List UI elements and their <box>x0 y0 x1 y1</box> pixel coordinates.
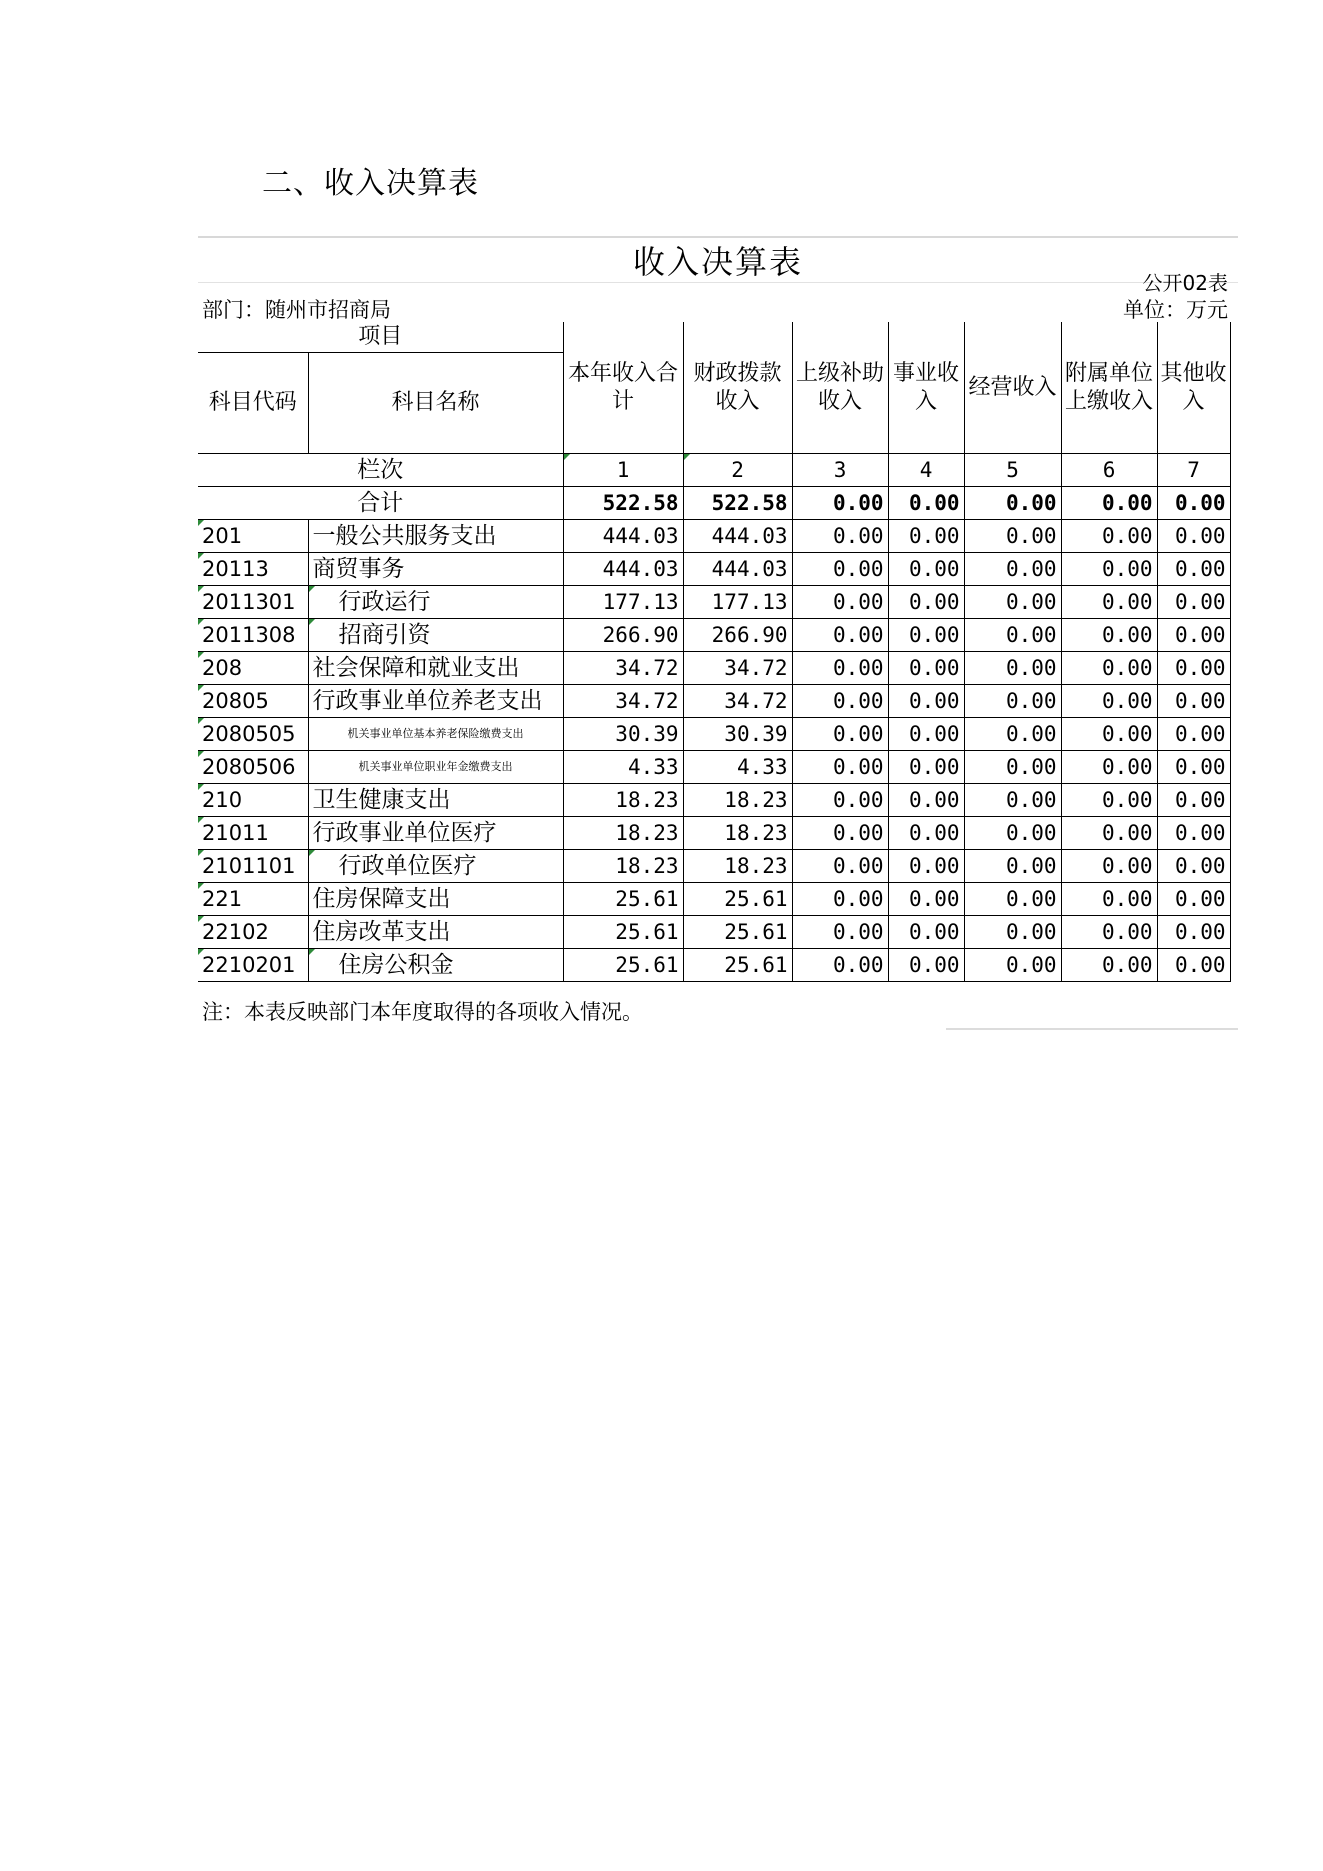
row-value: 0.00 <box>1061 916 1157 949</box>
row-value: 0.00 <box>792 520 888 553</box>
row-value: 4.33 <box>683 751 792 784</box>
row-value: 0.00 <box>1061 652 1157 685</box>
row-value: 0.00 <box>792 586 888 619</box>
row-value: 0.00 <box>792 652 888 685</box>
row-value: 0.00 <box>1157 883 1230 916</box>
row-name: 卫生健康支出 <box>308 784 563 817</box>
row-value: 30.39 <box>563 718 683 751</box>
seq-cell: 4 <box>888 454 964 487</box>
row-value: 18.23 <box>683 850 792 883</box>
row-value: 0.00 <box>964 553 1061 586</box>
row-value: 34.72 <box>563 652 683 685</box>
row-value: 0.00 <box>964 685 1061 718</box>
row-value: 30.39 <box>683 718 792 751</box>
row-code: 2101101 <box>198 850 308 883</box>
row-code: 22102 <box>198 916 308 949</box>
total-cell: 0.00 <box>1157 487 1230 520</box>
row-code: 208 <box>198 652 308 685</box>
row-value: 0.00 <box>792 916 888 949</box>
seq-label: 栏次 <box>198 454 563 487</box>
row-value: 0.00 <box>1157 751 1230 784</box>
row-value: 0.00 <box>1157 850 1230 883</box>
row-value: 0.00 <box>964 520 1061 553</box>
sheet-title: 收入决算表 <box>632 243 803 281</box>
table-row <box>198 817 1230 850</box>
total-label: 合计 <box>198 487 563 520</box>
row-code: 2080505 <box>198 718 308 751</box>
row-value: 18.23 <box>563 784 683 817</box>
row-value: 0.00 <box>1157 784 1230 817</box>
total-cell: 0.00 <box>964 487 1061 520</box>
row-value: 0.00 <box>1061 586 1157 619</box>
row-name: 住房改革支出 <box>308 916 563 949</box>
row-value: 0.00 <box>964 949 1061 982</box>
row-value: 0.00 <box>888 619 964 652</box>
row-value: 0.00 <box>1061 685 1157 718</box>
row-value: 0.00 <box>888 817 964 850</box>
row-value: 0.00 <box>888 586 964 619</box>
row-value: 0.00 <box>888 520 964 553</box>
row-value: 18.23 <box>683 784 792 817</box>
row-value: 0.00 <box>1061 883 1157 916</box>
row-value: 0.00 <box>1157 619 1230 652</box>
row-value: 18.23 <box>563 850 683 883</box>
row-value: 0.00 <box>1157 718 1230 751</box>
row-name: 行政事业单位医疗 <box>308 817 563 850</box>
table-row <box>198 949 1230 982</box>
header-col2 <box>683 322 792 454</box>
row-value: 0.00 <box>888 883 964 916</box>
row-value: 0.00 <box>1157 916 1230 949</box>
row-value: 0.00 <box>1157 685 1230 718</box>
row-value: 0.00 <box>888 553 964 586</box>
table-row <box>198 916 1230 949</box>
row-value: 444.03 <box>683 520 792 553</box>
row-value: 4.33 <box>563 751 683 784</box>
table-row <box>198 586 1230 619</box>
row-value: 0.00 <box>1157 652 1230 685</box>
row-value: 0.00 <box>888 718 964 751</box>
total-cell: 522.58 <box>683 487 792 520</box>
total-cell: 0.00 <box>792 487 888 520</box>
row-value: 444.03 <box>683 553 792 586</box>
row-name: 行政单位医疗 <box>308 850 563 883</box>
table-row <box>198 652 1230 685</box>
row-value: 0.00 <box>1157 817 1230 850</box>
table-row <box>198 883 1230 916</box>
department-label: 部门：随州市招商局 <box>202 298 391 322</box>
table-row <box>198 718 1230 751</box>
header-col3-text: 上级补助收入 <box>796 360 885 414</box>
row-value: 34.72 <box>683 685 792 718</box>
row-value: 34.72 <box>563 685 683 718</box>
data-rows <box>198 520 1230 982</box>
row-value: 444.03 <box>563 553 683 586</box>
grid-line <box>946 1028 1238 1030</box>
header-col1-text: 本年收入合计 <box>568 360 679 414</box>
row-value: 0.00 <box>792 850 888 883</box>
row-code: 2011301 <box>198 586 308 619</box>
header-col3 <box>792 322 888 454</box>
row-name: 商贸事务 <box>308 553 563 586</box>
seq-row <box>198 454 1230 487</box>
table-row <box>198 619 1230 652</box>
row-name: 行政事业单位养老支出 <box>308 685 563 718</box>
row-code: 2080506 <box>198 751 308 784</box>
header-col6 <box>1061 322 1157 454</box>
row-value: 0.00 <box>1157 949 1230 982</box>
table-row <box>198 850 1230 883</box>
row-value: 444.03 <box>563 520 683 553</box>
row-value: 0.00 <box>792 817 888 850</box>
row-value: 0.00 <box>888 652 964 685</box>
row-value: 0.00 <box>964 718 1061 751</box>
header-code: 科目代码 <box>198 353 308 454</box>
total-row <box>198 487 1230 520</box>
unit-label: 单位：万元 <box>1123 298 1228 322</box>
row-value: 0.00 <box>1061 718 1157 751</box>
page-heading: 二、收入决算表 <box>262 166 479 201</box>
row-value: 0.00 <box>1157 520 1230 553</box>
header-col4 <box>888 322 964 454</box>
row-value: 0.00 <box>792 685 888 718</box>
header-col5 <box>964 322 1061 454</box>
table-row <box>198 520 1230 553</box>
seq-cell: 5 <box>964 454 1061 487</box>
total-cell: 0.00 <box>888 487 964 520</box>
total-cell: 0.00 <box>1061 487 1157 520</box>
row-code: 221 <box>198 883 308 916</box>
row-value: 0.00 <box>964 619 1061 652</box>
table-row <box>198 685 1230 718</box>
row-value: 25.61 <box>683 916 792 949</box>
row-value: 25.61 <box>683 883 792 916</box>
header-col1 <box>563 322 683 454</box>
row-value: 0.00 <box>888 916 964 949</box>
row-value: 25.61 <box>683 949 792 982</box>
header-col4-text: 事业收入 <box>893 360 960 414</box>
row-name: 一般公共服务支出 <box>308 520 563 553</box>
header-col7 <box>1157 322 1230 454</box>
seq-cell: 6 <box>1061 454 1157 487</box>
header-col5-text: 经营收入 <box>968 374 1057 400</box>
row-code: 2210201 <box>198 949 308 982</box>
header-col7-text: 其他收入 <box>1160 360 1227 414</box>
row-name: 机关事业单位基本养老保险缴费支出 <box>308 718 563 751</box>
header-row-1 <box>198 322 1230 353</box>
row-value: 0.00 <box>964 817 1061 850</box>
income-table <box>198 322 1231 982</box>
row-value: 266.90 <box>683 619 792 652</box>
row-value: 0.00 <box>888 751 964 784</box>
row-value: 0.00 <box>1061 949 1157 982</box>
table-note: 注：本表反映部门本年度取得的各项收入情况。 <box>202 1000 643 1024</box>
seq-cell: 7 <box>1157 454 1230 487</box>
table-row <box>198 553 1230 586</box>
row-code: 21011 <box>198 817 308 850</box>
row-value: 0.00 <box>1157 586 1230 619</box>
row-code: 20113 <box>198 553 308 586</box>
row-value: 0.00 <box>964 751 1061 784</box>
table-row <box>198 784 1230 817</box>
row-value: 0.00 <box>792 949 888 982</box>
total-cell: 522.58 <box>563 487 683 520</box>
row-value: 0.00 <box>888 949 964 982</box>
row-value: 18.23 <box>563 817 683 850</box>
row-value: 0.00 <box>888 685 964 718</box>
row-value: 177.13 <box>563 586 683 619</box>
row-value: 0.00 <box>1061 751 1157 784</box>
row-code: 210 <box>198 784 308 817</box>
row-value: 0.00 <box>964 916 1061 949</box>
row-value: 0.00 <box>792 784 888 817</box>
row-value: 0.00 <box>964 784 1061 817</box>
header-project: 项目 <box>198 322 563 353</box>
row-value: 0.00 <box>888 850 964 883</box>
row-value: 266.90 <box>563 619 683 652</box>
row-value: 0.00 <box>792 553 888 586</box>
seq-cell: 3 <box>792 454 888 487</box>
row-value: 0.00 <box>1061 619 1157 652</box>
row-value: 0.00 <box>792 718 888 751</box>
row-value: 0.00 <box>792 619 888 652</box>
header-name: 科目名称 <box>308 353 563 454</box>
row-value: 0.00 <box>1061 553 1157 586</box>
row-name: 行政运行 <box>308 586 563 619</box>
row-value: 0.00 <box>964 883 1061 916</box>
row-value: 0.00 <box>964 586 1061 619</box>
header-col6-text: 附属单位上缴收入 <box>1065 360 1154 414</box>
row-value: 0.00 <box>792 751 888 784</box>
row-code: 201 <box>198 520 308 553</box>
seq-cell: 1 <box>563 454 683 487</box>
seq-cell: 2 <box>683 454 792 487</box>
row-value: 25.61 <box>563 916 683 949</box>
row-value: 0.00 <box>1157 553 1230 586</box>
row-code: 20805 <box>198 685 308 718</box>
row-name: 住房公积金 <box>308 949 563 982</box>
row-value: 0.00 <box>964 652 1061 685</box>
row-value: 177.13 <box>683 586 792 619</box>
row-code: 2011308 <box>198 619 308 652</box>
row-value: 0.00 <box>1061 850 1157 883</box>
header-col2-text: 财政拨款收入 <box>693 360 782 414</box>
row-name: 社会保障和就业支出 <box>308 652 563 685</box>
row-value: 0.00 <box>1061 520 1157 553</box>
row-value: 18.23 <box>683 817 792 850</box>
row-value: 0.00 <box>888 784 964 817</box>
table-row <box>198 751 1230 784</box>
row-name: 机关事业单位职业年金缴费支出 <box>308 751 563 784</box>
form-id: 公开02表 <box>1142 271 1228 295</box>
row-value: 25.61 <box>563 883 683 916</box>
row-value: 0.00 <box>792 883 888 916</box>
row-value: 25.61 <box>563 949 683 982</box>
income-sheet <box>198 236 1238 1026</box>
row-value: 34.72 <box>683 652 792 685</box>
row-value: 0.00 <box>964 850 1061 883</box>
row-value: 0.00 <box>1061 784 1157 817</box>
row-name: 招商引资 <box>308 619 563 652</box>
row-value: 0.00 <box>1061 817 1157 850</box>
row-name: 住房保障支出 <box>308 883 563 916</box>
